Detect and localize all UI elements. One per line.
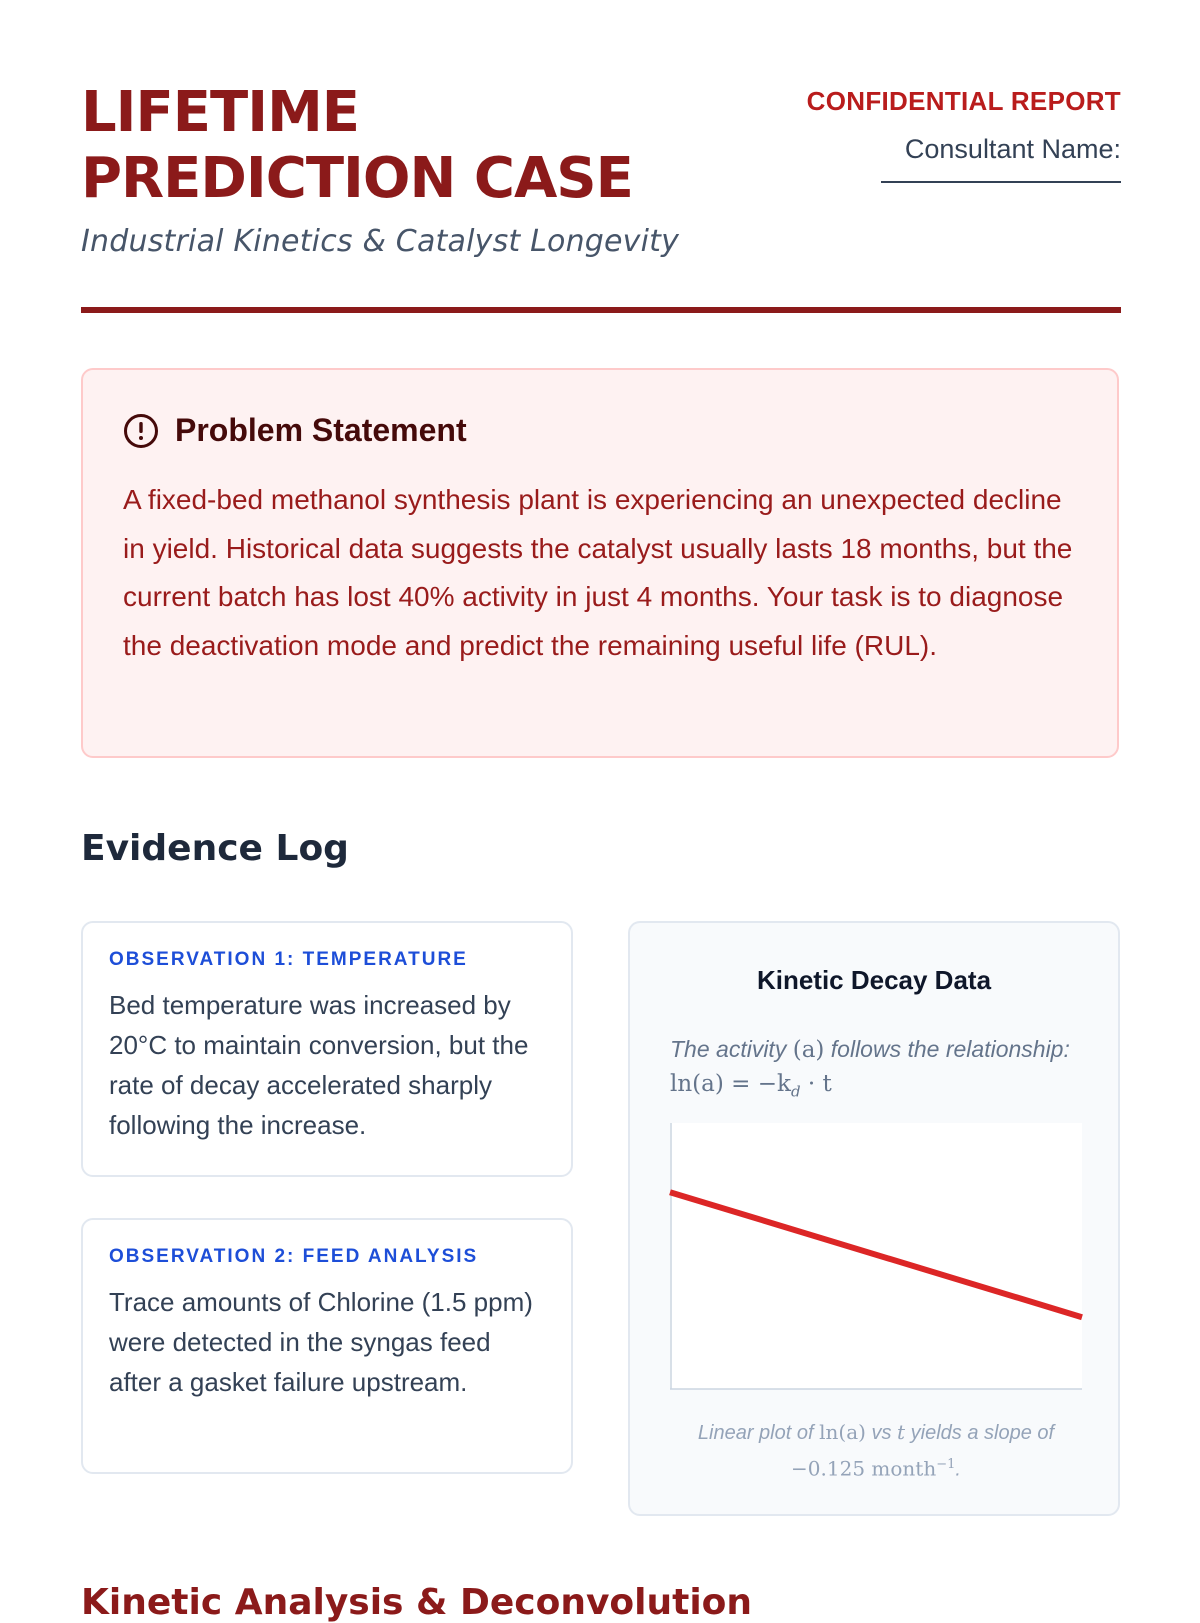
caption-math-t: t [897,1420,906,1444]
chart-description [670,1033,1090,1109]
observation-card-temperature [81,921,573,1177]
chart-title: Kinetic Decay Data [756,965,992,995]
observation-card-feed [81,1218,573,1474]
evidence-log-title: Evidence Log [81,828,349,869]
desc-variable: (a) [792,1037,825,1063]
observation-text: Trace amounts of Chlorine (1.5 ppm) were detected in the syngas feed after a gasket failure upstream. [109,1287,533,1397]
consultant-name-label: Consultant Name: [904,134,1121,164]
caption-math-ln: ln(a) [819,1420,866,1444]
caption-vs: vs [865,1422,898,1444]
caption-prefix: Linear plot of [697,1422,820,1444]
header-divider [81,307,1121,313]
caption-slope-unit-exp: −1 [936,1457,956,1472]
problem-statement-title: Problem Statement [175,412,467,448]
caption-slope-text: yields a slope of [905,1422,1055,1444]
problem-statement-text: A fixed-bed methanol synthesis plant is experiencing an unexpected decline in yield. Historical data suggests the catalyst usually lasts 18 months, but the current batch has lost 40% activity in just 4 months. Your task is to diagnose the deactivation mode and predict the remaining useful life (RUL). [123,484,1073,661]
alert-circle-icon [123,413,159,449]
caption-end: . [955,1458,961,1481]
observation-label: OBSERVATION 1: TEMPERATURE [109,949,468,970]
chart-caption [660,1417,1092,1486]
next-section-title: Kinetic Analysis & Deconvolution [81,1582,753,1623]
confidential-label: CONFIDENTIAL REPORT [806,86,1121,116]
desc-formula-sub: d [790,1082,801,1101]
observation-text: Bed temperature was increased by 20°C to maintain conversion, but the rate of decay accelerated sharply following the increase. [109,990,529,1140]
desc-prefix: The activity [670,1036,793,1062]
desc-formula-end: · t [800,1071,832,1097]
desc-mid: follows the relationship: [824,1036,1070,1062]
kinetic-decay-card [628,921,1120,1516]
caption-slope-value: −0.125 month [791,1456,937,1481]
desc-formula [670,1071,832,1101]
desc-formula-main: ln(a) = −k [670,1071,791,1097]
page-subtitle: Industrial Kinetics & Catalyst Longevity [81,224,680,259]
page-title-line-2: PREDICTION CASE [81,146,633,211]
header-meta [807,86,1121,183]
problem-statement-box [81,368,1119,758]
report-header [81,80,1121,310]
observation-label: OBSERVATION 2: FEED ANALYSIS [109,1246,479,1267]
decay-line-chart [670,1123,1082,1393]
page-title-line-1: LIFETIME [81,80,360,145]
consultant-name-blank[interactable] [881,181,1121,183]
problem-heading [123,412,467,449]
